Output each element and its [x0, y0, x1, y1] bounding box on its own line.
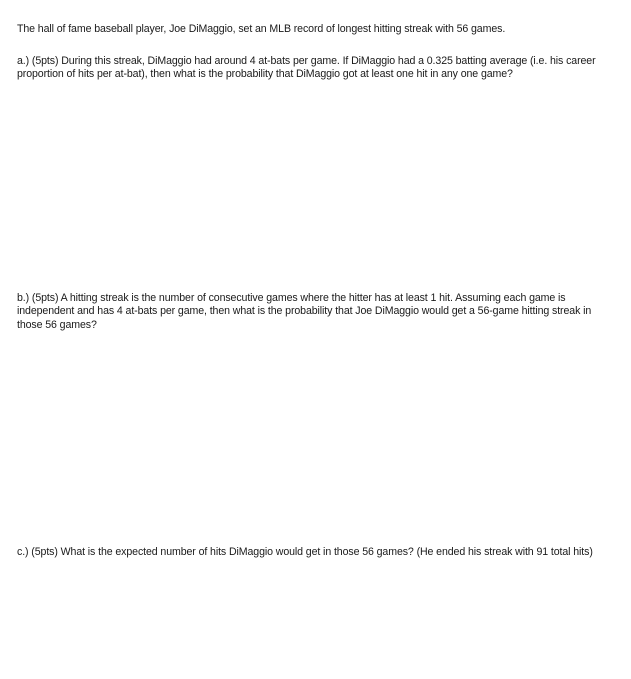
question-b: b.) (5pts) A hitting streak is the number of consecutive games where the hitter has at least 1 hit. Assuming each game is independent and has 4 at-bats per game, then what is the probability that Joe DiMaggio would get a 56-game hitting streak in those 56 games?: [17, 292, 592, 331]
intro-paragraph: The hall of fame baseball player, Joe DiMaggio, set an MLB record of longest hitting streak with 56 games.: [17, 23, 506, 35]
question-a: a.) (5pts) During this streak, DiMaggio had around 4 at-bats per game. If DiMaggio had a 0.325 batting average (i.e. his career proportion of hits per at-bat), then what is the probability that DiMaggio got at least one hit in any one game?: [17, 55, 596, 81]
question-c: c.) (5pts) What is the expected number of hits DiMaggio would get in those 56 games? (He ended his streak with 91 total hits): [17, 546, 593, 558]
